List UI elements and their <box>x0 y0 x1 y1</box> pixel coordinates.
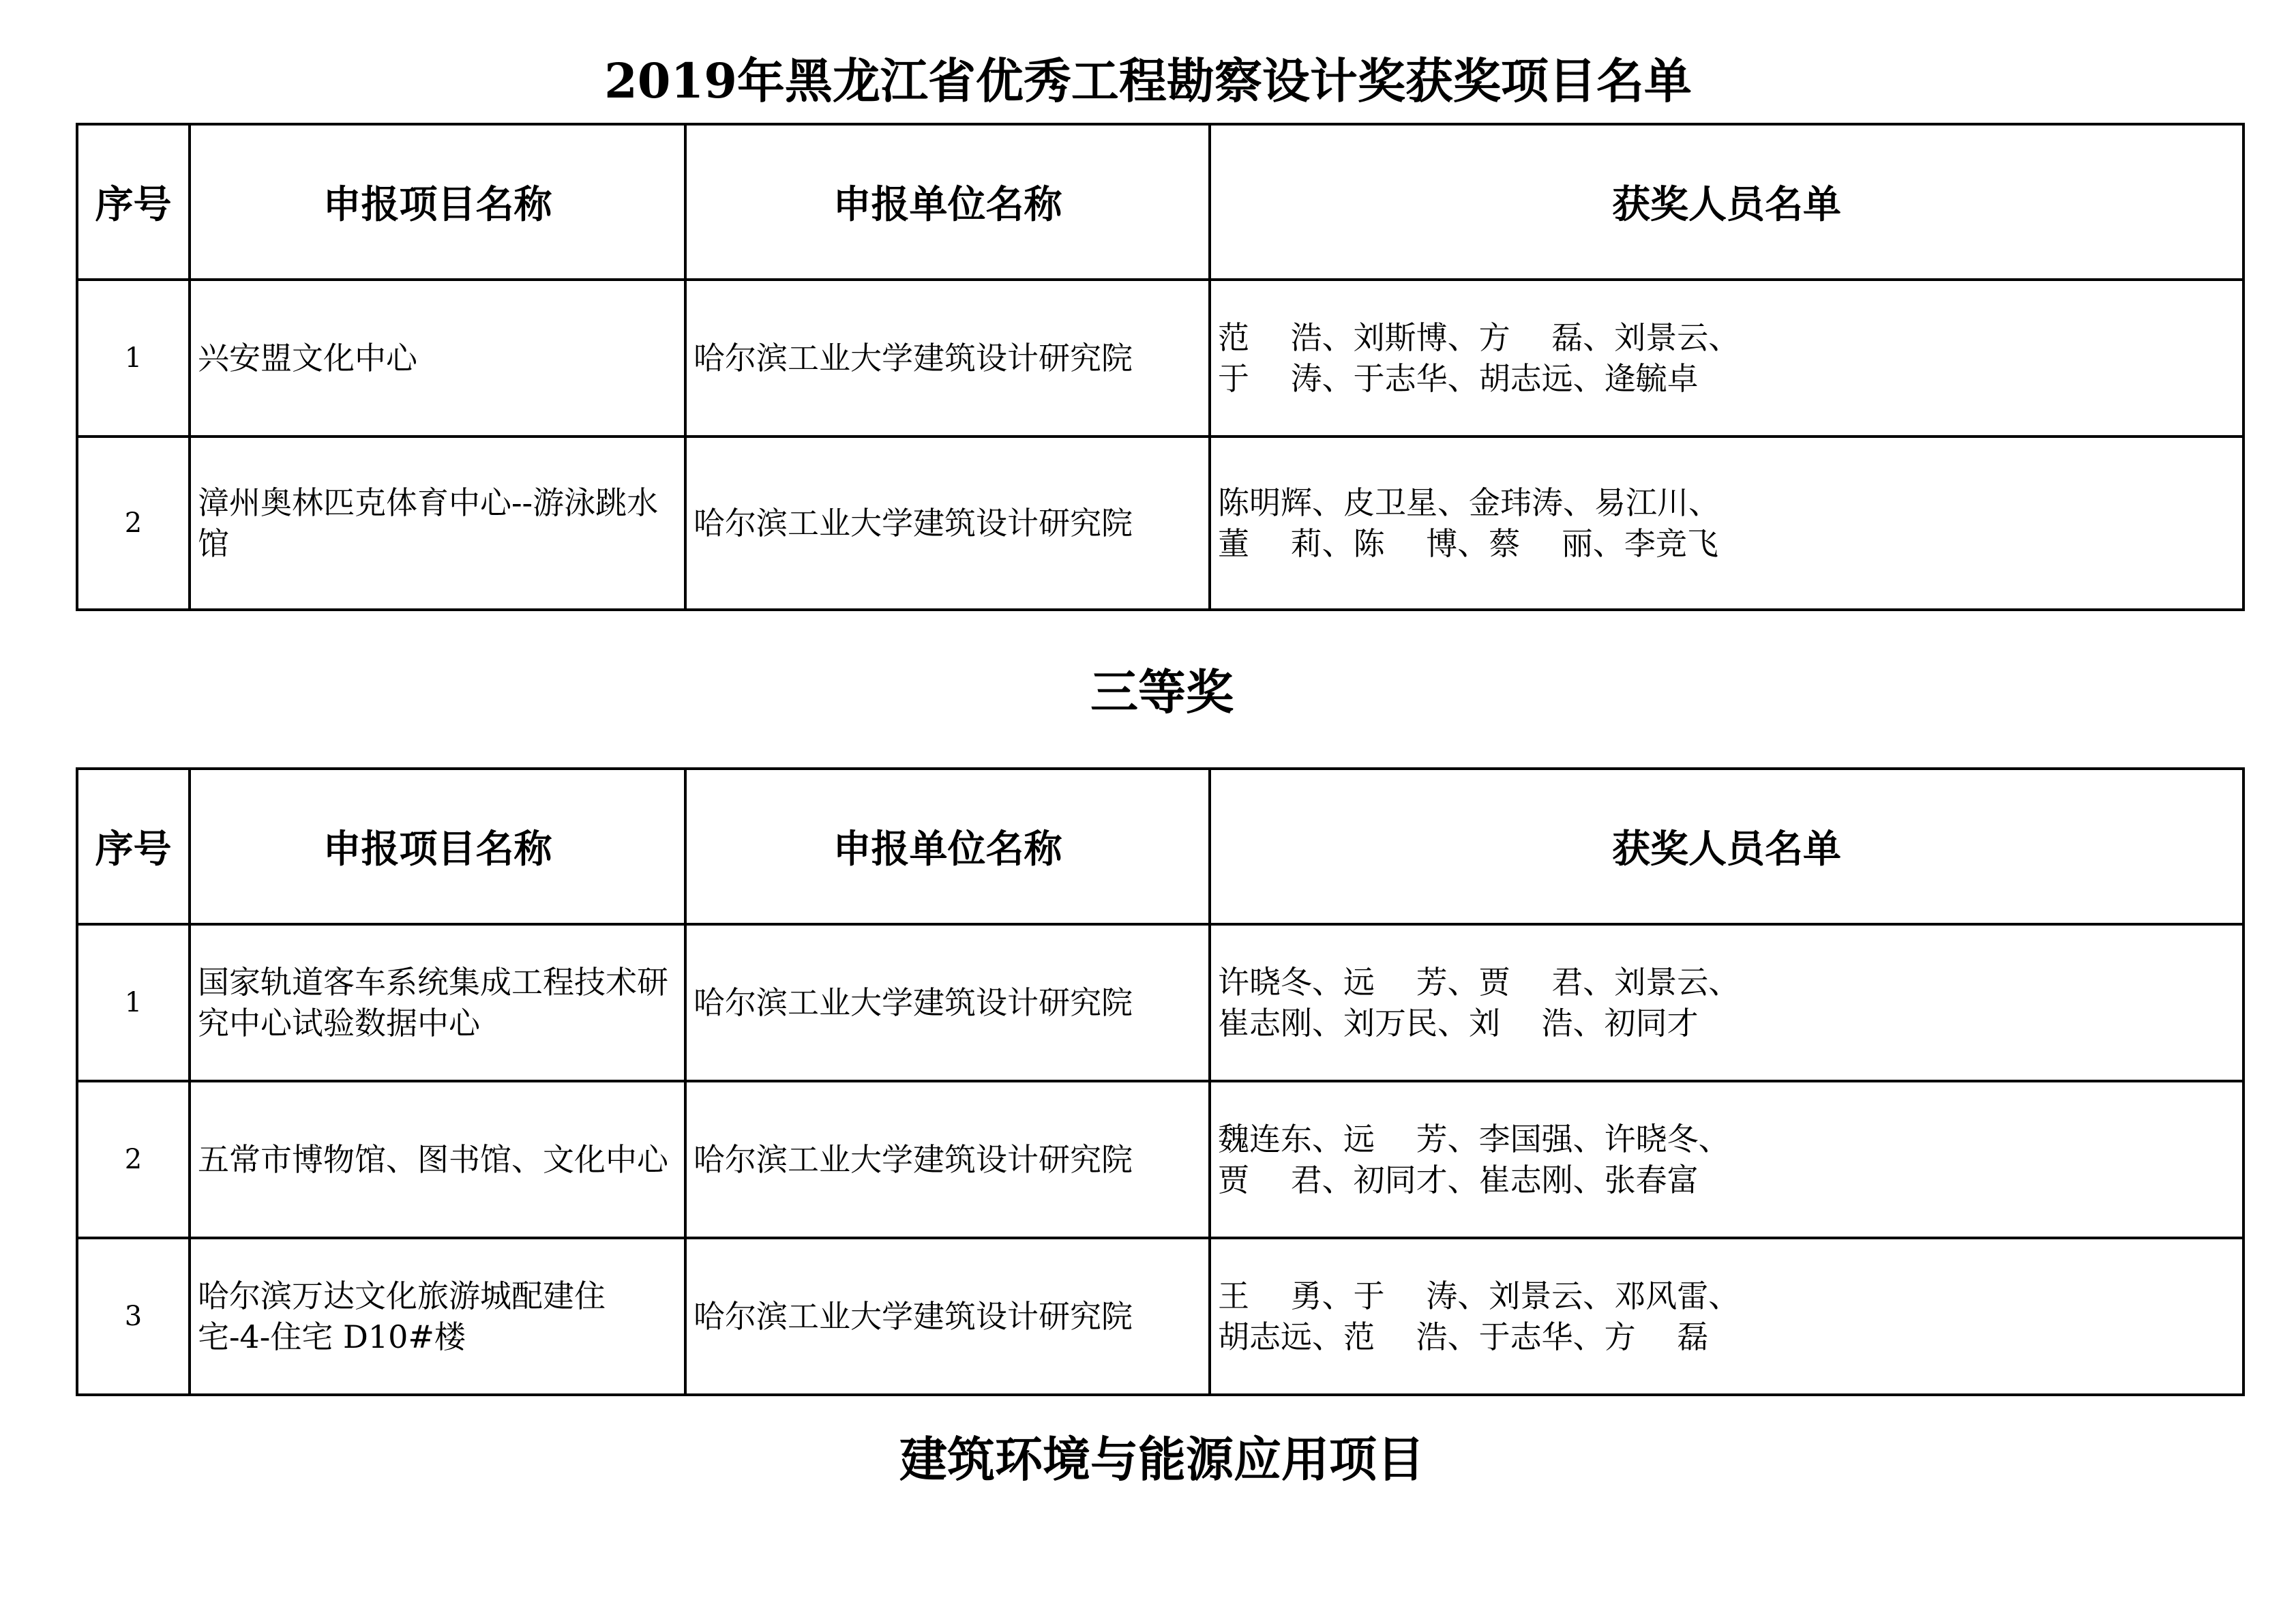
header-unit-name: 申报单位名称 <box>685 124 1210 280</box>
table-row <box>77 924 2243 1081</box>
row-project-name: 漳州奥林匹克体育中心--游泳跳水馆 <box>190 437 685 610</box>
table-row <box>77 437 2243 610</box>
header-seq: 序号 <box>77 769 190 924</box>
row-unit-name: 哈尔滨工业大学建筑设计研究院 <box>685 1238 1210 1395</box>
row-unit-name: 哈尔滨工业大学建筑设计研究院 <box>685 437 1210 610</box>
row-project-name: 五常市博物馆、图书馆、文化中心 <box>190 1081 685 1238</box>
header-unit-name: 申报单位名称 <box>685 769 1210 924</box>
row-winners <box>1210 437 2243 610</box>
award-table-1 <box>76 123 2245 611</box>
row-seq: 2 <box>77 1081 190 1238</box>
winners-line: 陈明辉、皮卫星、金玮涛、易江川、 <box>1218 484 1720 521</box>
row-seq: 1 <box>77 280 190 437</box>
row-winners <box>1210 1081 2243 1238</box>
header-project-name: 申报项目名称 <box>190 769 685 924</box>
row-winners <box>1210 280 2243 437</box>
row-project-name: 国家轨道客车系统集成工程技术研究中心试验数据中心 <box>190 924 685 1081</box>
table-row <box>77 1238 2243 1395</box>
table-row <box>77 280 2243 437</box>
winners-line: 范 浩、刘斯博、方 磊、刘景云、 <box>1218 319 1740 356</box>
header-project-name: 申报项目名称 <box>190 124 685 280</box>
header-seq: 序号 <box>77 124 190 280</box>
table-header-row <box>77 124 2243 280</box>
winners-line: 贾 君、初同才、崔志刚、张春富 <box>1218 1162 1699 1198</box>
header-winners: 获奖人员名单 <box>1210 124 2243 280</box>
winners-line: 胡志远、范 浩、于志华、方 磊 <box>1218 1318 1709 1355</box>
winners-line: 于 涛、于志华、胡志远、逄毓卓 <box>1218 360 1699 397</box>
table-header-row <box>77 769 2243 924</box>
row-seq: 3 <box>77 1238 190 1395</box>
winners-line: 崔志刚、刘万民、刘 浩、初同才 <box>1218 1005 1699 1042</box>
row-unit-name: 哈尔滨工业大学建筑设计研究院 <box>685 280 1210 437</box>
row-unit-name: 哈尔滨工业大学建筑设计研究院 <box>685 1081 1210 1238</box>
section-heading-building-environment: 建筑环境与能源应用项目 <box>899 1431 1425 1488</box>
row-seq: 2 <box>77 437 190 610</box>
row-project-name: 哈尔滨万达文化旅游城配建住宅-4-住宅 D10#楼 <box>190 1238 685 1395</box>
winners-line: 魏连东、远 芳、李国强、许晓冬、 <box>1218 1121 1730 1157</box>
header-winners: 获奖人员名单 <box>1210 769 2243 924</box>
award-table-2 <box>76 767 2245 1396</box>
row-winners <box>1210 924 2243 1081</box>
row-winners <box>1210 1238 2243 1395</box>
winners-line: 许晓冬、远 芳、贾 君、刘景云、 <box>1218 964 1740 1001</box>
document-title: 2019年黑龙江省优秀工程勘察设计奖获奖项目名单 <box>604 53 1692 109</box>
table-row <box>77 1081 2243 1238</box>
row-seq: 1 <box>77 924 190 1081</box>
winners-line: 董 莉、陈 博、蔡 丽、李竞飞 <box>1218 525 1718 562</box>
row-project-name: 兴安盟文化中心 <box>190 280 685 437</box>
winners-line: 王 勇、于 涛、刘景云、邓风雷、 <box>1218 1278 1740 1314</box>
section-heading-third-prize: 三等奖 <box>1090 664 1234 720</box>
row-unit-name: 哈尔滨工业大学建筑设计研究院 <box>685 924 1210 1081</box>
